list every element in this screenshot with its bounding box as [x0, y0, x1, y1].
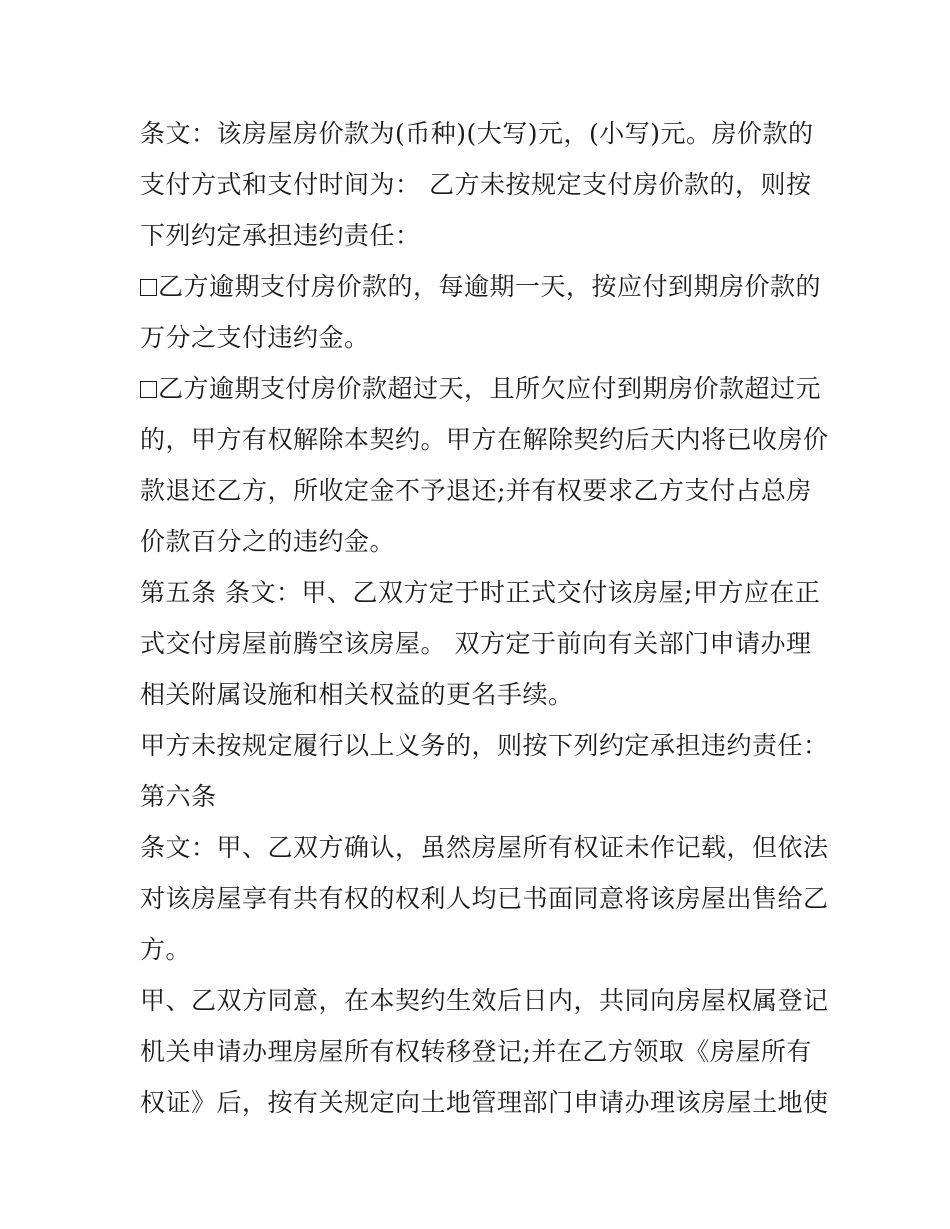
text-line: 权证》后，按有关规定向土地管理部门申请办理该房屋土地使: [140, 1088, 829, 1117]
text-line: 的，甲方有权解除本契约。甲方在解除契约后天内将已收房价: [140, 425, 829, 454]
checkbox-icon[interactable]: [140, 279, 157, 296]
text-line: 方。: [140, 935, 192, 964]
document-body: [140, 108, 829, 1128]
section-heading: 第六条: [140, 782, 217, 811]
text-line: 甲、乙双方同意，在本契约生效后日内，共同向房屋权属登记: [140, 986, 829, 1015]
text-line: 对该房屋享有共有权的权利人均已书面同意将该房屋出售给乙: [140, 884, 829, 913]
text-line: 相关附属设施和相关权益的更名手续。: [140, 680, 574, 709]
text-line: 乙方逾期支付房价款超过天，且所欠应付到期房价款超过元: [158, 374, 822, 403]
text-line: 条文：甲、乙双方确认，虽然房屋所有权证未作记载，但依法: [140, 833, 829, 862]
text-line: 下列约定承担违约责任：: [140, 221, 421, 250]
checkbox-line: [140, 261, 820, 312]
text-line: 价款百分之的违约金。: [140, 527, 396, 556]
checkbox-line: [140, 363, 820, 414]
checkbox-icon[interactable]: [140, 381, 157, 398]
text-line: 第五条 条文：甲、乙双方定于时正式交付该房屋;甲方应在正: [140, 578, 821, 607]
text-line: 款退还乙方，所收定金不予退还;并有权要求乙方支付占总房: [140, 476, 812, 505]
text-line: 万分之支付违约金。: [140, 323, 370, 352]
text-line: 式交付房屋前腾空该房屋。 双方定于前向有关部门申请办理: [140, 629, 812, 658]
text-line: 甲方未按规定履行以上义务的，则按下列约定承担违约责任：: [140, 731, 829, 760]
text-line: 机关申请办理房屋所有权转移登记;并在乙方领取《房屋所有: [140, 1037, 812, 1066]
text-line: 乙方逾期支付房价款的，每逾期一天，按应付到期房价款的: [158, 272, 822, 301]
text-line: 支付方式和支付时间为： 乙方未按规定支付房价款的，则按: [140, 170, 812, 199]
text-line: 条文：该房屋房价款为(币种)(大写)元，(小写)元。房价款的: [140, 119, 814, 148]
